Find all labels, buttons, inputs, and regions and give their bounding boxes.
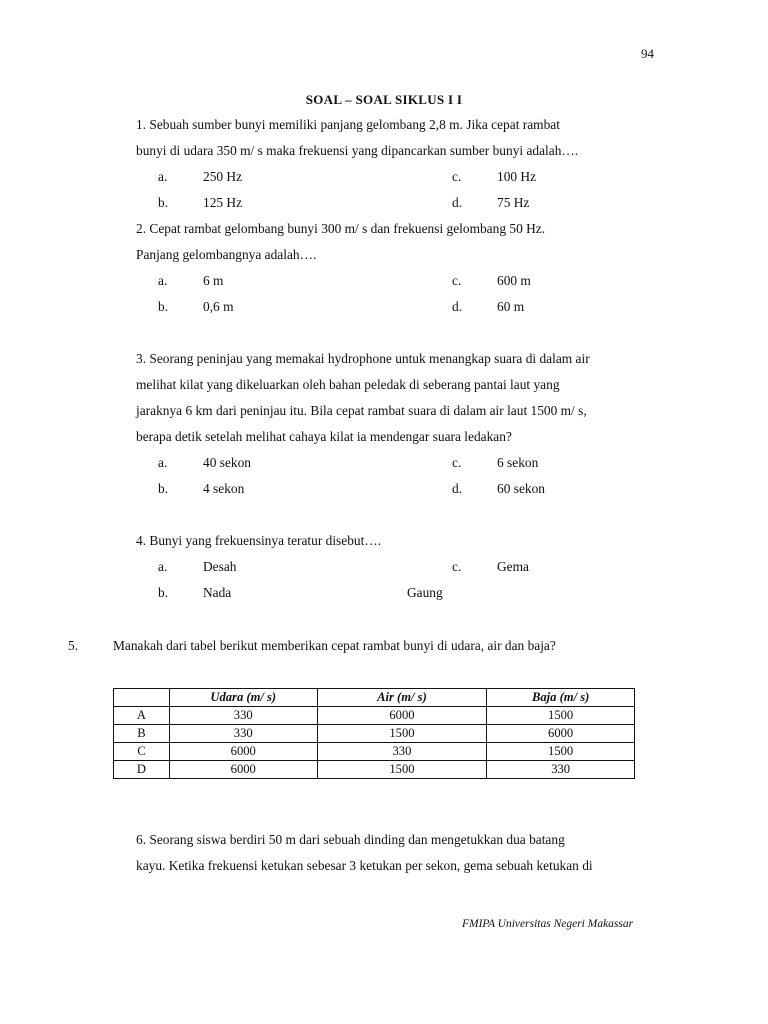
q4-option-letter: a. bbox=[158, 559, 168, 574]
table-cell: 6000 bbox=[169, 761, 317, 779]
table-header-cell: Baja (m/ s) bbox=[487, 689, 635, 707]
q1-option-text: 250 Hz bbox=[203, 169, 243, 184]
table-cell: 1500 bbox=[317, 725, 487, 743]
question-1-line-2: bunyi di udara 350 m/ s maka frekuensi yang dipancarkan sumber bunyi adalah…. bbox=[136, 143, 579, 158]
q2-option-text: 60 m bbox=[497, 299, 525, 314]
table-cell: A bbox=[114, 707, 170, 725]
question-3-line-1: 3. Seorang peninjau yang memakai hydrophone untuk menangkap suara di dalam air bbox=[136, 351, 590, 366]
table-cell: 6000 bbox=[487, 725, 635, 743]
q2-option-letter: b. bbox=[158, 299, 169, 314]
q3-option-letter: b. bbox=[158, 481, 169, 496]
question-2-line-1: 2. Cepat rambat gelombang bunyi 300 m/ s dan frekuensi gelombang 50 Hz. bbox=[136, 221, 546, 236]
table-row bbox=[114, 725, 635, 743]
table-header-cell bbox=[114, 689, 170, 707]
q3-option-text: 40 sekon bbox=[203, 455, 251, 470]
table-header-row bbox=[114, 689, 635, 707]
page-footer: FMIPA Universitas Negeri Makassar bbox=[462, 918, 634, 930]
table-cell: 6000 bbox=[169, 743, 317, 761]
q2-option-letter: c. bbox=[452, 273, 462, 288]
question-4-line-1: 4. Bunyi yang frekuensinya teratur disebut…. bbox=[136, 533, 382, 548]
speed-table bbox=[113, 688, 635, 779]
table-row bbox=[114, 761, 635, 779]
question-6-line-1: 6. Seorang siswa berdiri 50 m dari sebuah dinding dan mengetukkan dua batang bbox=[136, 832, 565, 847]
table-cell: B bbox=[114, 725, 170, 743]
q4-option-letter: b. bbox=[158, 585, 169, 600]
q1-option-letter: a. bbox=[158, 169, 168, 184]
q2-option-letter: d. bbox=[452, 299, 463, 314]
table-cell: 330 bbox=[169, 707, 317, 725]
question-5-number: 5. bbox=[68, 638, 79, 653]
q3-option-text: 60 sekon bbox=[497, 481, 545, 496]
q4-option-text: Desah bbox=[203, 559, 237, 574]
question-1-line-1: 1. Sebuah sumber bunyi memiliki panjang gelombang 2,8 m. Jika cepat rambat bbox=[136, 117, 560, 132]
q4-option-letter: c. bbox=[452, 559, 462, 574]
q3-option-letter: a. bbox=[158, 455, 168, 470]
q1-option-letter: d. bbox=[452, 195, 463, 210]
q1-option-text: 100 Hz bbox=[497, 169, 537, 184]
table-cell: D bbox=[114, 761, 170, 779]
table-cell: 330 bbox=[487, 761, 635, 779]
table-cell: 1500 bbox=[317, 761, 487, 779]
q3-option-text: 4 sekon bbox=[203, 481, 245, 496]
table-cell: 330 bbox=[169, 725, 317, 743]
question-3-line-2: melihat kilat yang dikeluarkan oleh bahan peledak di seberang pantai laut yang bbox=[136, 377, 560, 392]
page-title: SOAL – SOAL SIKLUS I I bbox=[305, 92, 463, 107]
table-row bbox=[114, 743, 635, 761]
q1-option-text: 125 Hz bbox=[203, 195, 243, 210]
q1-option-text: 75 Hz bbox=[497, 195, 530, 210]
question-6-line-2: kayu. Ketika frekuensi ketukan sebesar 3 ketukan per sekon, gema sebuah ketukan di bbox=[136, 858, 593, 873]
question-3-line-3: jaraknya 6 km dari peninjau itu. Bila cepat rambat suara di dalam air laut 1500 m/ s, bbox=[136, 403, 587, 418]
q3-option-letter: c. bbox=[452, 455, 462, 470]
q4-option-text: Nada bbox=[203, 585, 232, 600]
q2-option-text: 600 m bbox=[497, 273, 531, 288]
table-header-cell: Air (m/ s) bbox=[317, 689, 487, 707]
table-cell: 6000 bbox=[317, 707, 487, 725]
table-header-cell: Udara (m/ s) bbox=[169, 689, 317, 707]
q3-option-text: 6 sekon bbox=[497, 455, 539, 470]
question-2-line-2: Panjang gelombangnya adalah…. bbox=[136, 247, 317, 262]
q4-option-text: Gaung bbox=[407, 585, 443, 600]
q2-option-text: 6 m bbox=[203, 273, 224, 288]
table-row bbox=[114, 707, 635, 725]
q3-option-letter: d. bbox=[452, 481, 463, 496]
table-cell: 1500 bbox=[487, 743, 635, 761]
table-cell: C bbox=[114, 743, 170, 761]
question-5-text: Manakah dari tabel berikut memberikan cepat rambat bunyi di udara, air dan baja? bbox=[113, 638, 556, 653]
q1-option-letter: b. bbox=[158, 195, 169, 210]
q2-option-letter: a. bbox=[158, 273, 168, 288]
table-cell: 330 bbox=[317, 743, 487, 761]
question-3-line-4: berapa detik setelah melihat cahaya kilat ia mendengar suara ledakan? bbox=[136, 429, 512, 444]
q2-option-text: 0,6 m bbox=[203, 299, 234, 314]
table-cell: 1500 bbox=[487, 707, 635, 725]
page-number: 94 bbox=[641, 46, 654, 61]
q4-option-text: Gema bbox=[497, 559, 529, 574]
q1-option-letter: c. bbox=[452, 169, 462, 184]
